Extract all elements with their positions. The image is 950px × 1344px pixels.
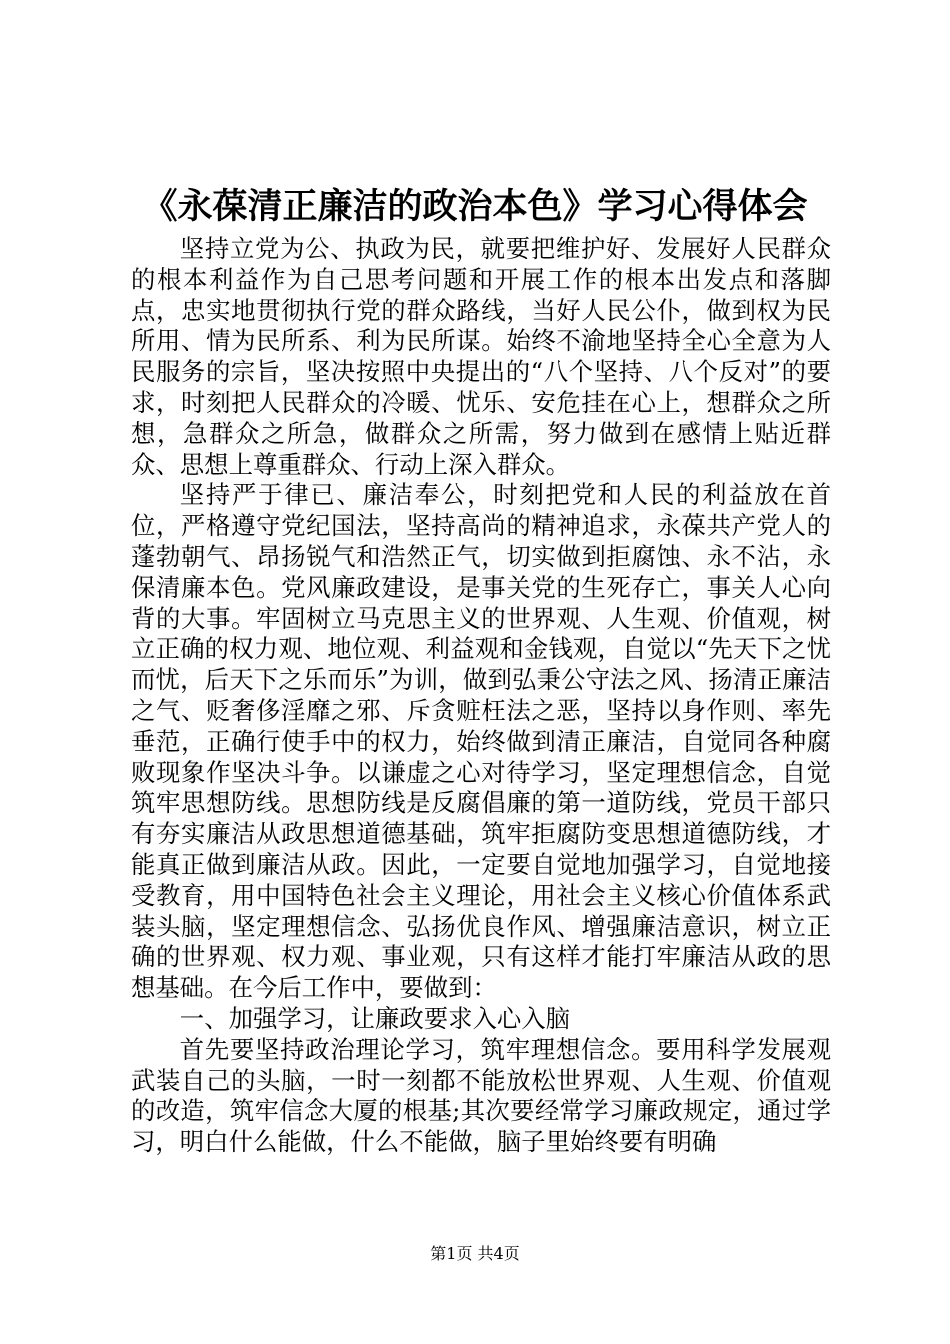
section-heading-1: 一、加强学习，让廉政要求入心入脑 bbox=[179, 1003, 571, 1033]
paragraph-2: 坚持严于律已、廉洁奉公，时刻把党和人民的利益放在首位，严格遵守党纪国法，坚持高尚的精神追求，永葆共产党人的蓬勃朝气、昂扬锐气和浩然正气，切实做到拒腐蚀、永不沾，永保清廉本色。党风廉政建设，是事关党的生死存亡，事关人心向背的大事。牢固树立马克思主义的世界观、人生观、价值观，树立正确的权力观、地位观、利益观和金钱观，自觉以“先天下之忧而忧，后天下之乐而乐”为训，做到弘秉公守法之风、扬清正廉洁之气、贬奢侈淫靡之邪、斥贪赃枉法之恶，坚持以身作则、率先垂范，正确行使手中的权力，始终做到清正廉洁，自觉同各种腐败现象作坚决斗争。以谦虚之心对待学习，坚定理想信念，自觉筑牢思想防线。思想防线是反腐倡廉的第一道防线，党员干部只有夯实廉洁从政思想道德基础，筑牢拒腐防变思想道德防线，才能真正做到廉洁从政。因此，一定要自觉地加强学习，自觉地接受教育，用中国特色社会主义理论，用社会主义核心价值体系武装头脑，坚定理想信念、弘扬优良作风、增强廉洁意识，树立正确的世界观、权力观、事业观，只有这样才能打牢廉洁从政的思想基础。在今后工作中，要做到： bbox=[131, 480, 831, 1003]
paragraph-1: 坚持立党为公、执政为民，就要把维护好、发展好人民群众的根本利益作为自己思考问题和开展工作的根本出发点和落脚点，忠实地贯彻执行党的群众路线，当好人民公仆，做到权为民所用、情为民所系、利为民所谋。始终不渝地坚持全心全意为人民服务的宗旨，坚决按照中央提出的“八个坚持、八个反对”的要求，时刻把人民群众的冷暖、忧乐、安危挂在心上，想群众之所想，急群众之所急，做群众之所需，努力做到在感情上贴近群众、思想上尊重群众、行动上深入群众。 bbox=[131, 234, 831, 479]
document-title: 《永葆清正廉洁的政治本色》学习心得体会 bbox=[142, 186, 808, 227]
document-body bbox=[131, 234, 831, 1158]
paragraph-3: 首先要坚持政治理论学习，筑牢理想信念。要用科学发展观武装自己的头脑，一时一刻都不能放松世界观、人生观、价值观的改造，筑牢信念大厦的根基;其次要经常学习廉政规定，通过学习，明白什么能做，什么不能做，脑子里始终要有明确 bbox=[131, 1034, 831, 1157]
page-footer: 第1页 共4页 bbox=[430, 1244, 520, 1263]
